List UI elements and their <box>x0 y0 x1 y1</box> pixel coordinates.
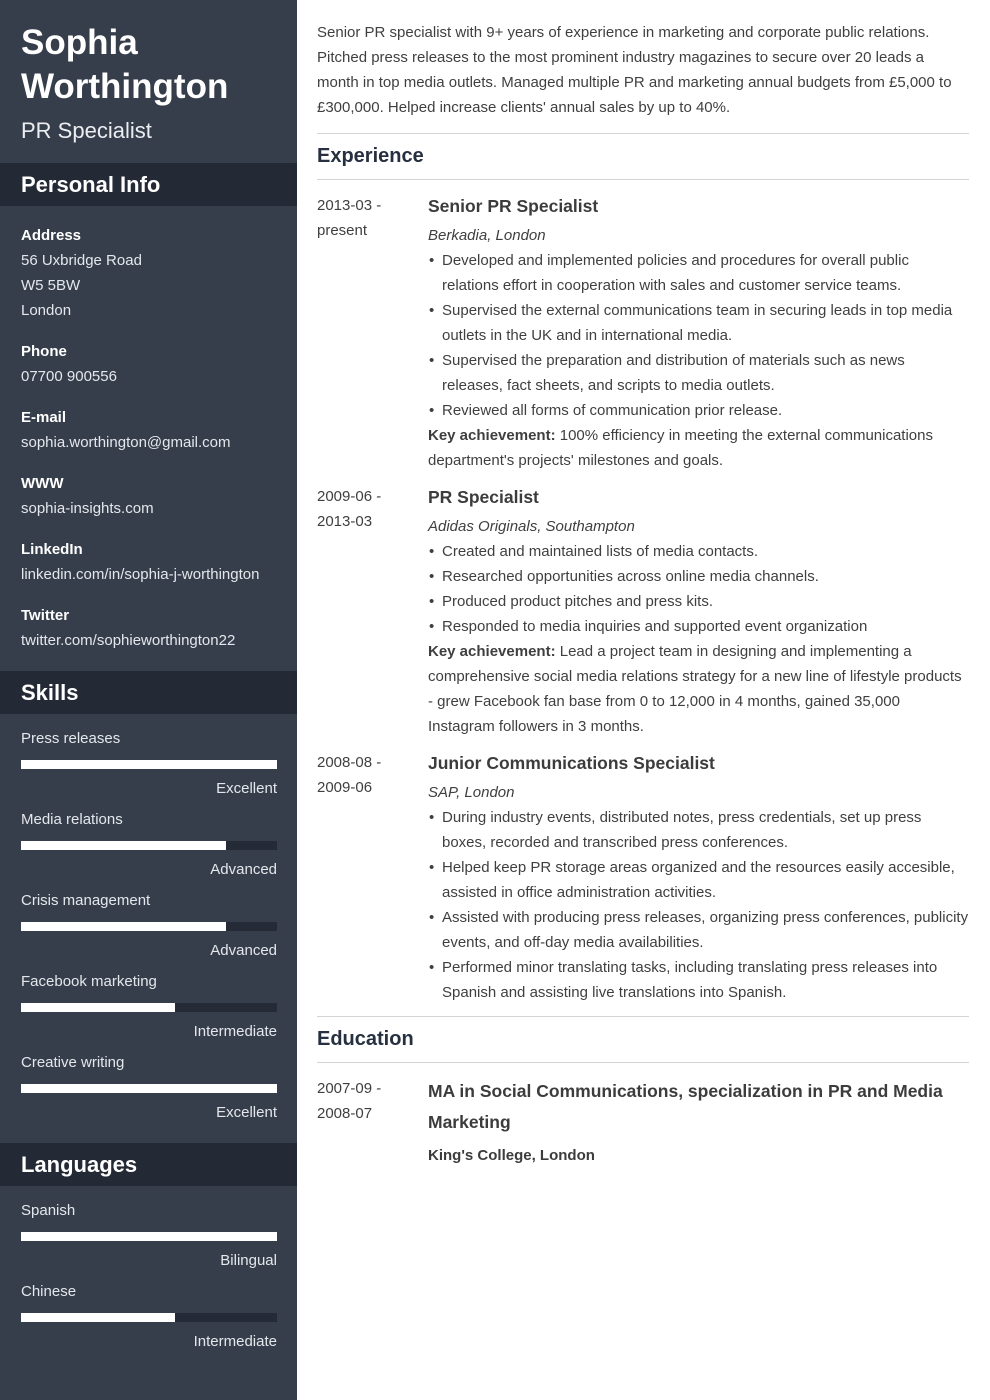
job-date-line: 2009-06 - <box>317 488 382 505</box>
meter-track <box>21 760 277 769</box>
languages-list <box>0 1186 297 1354</box>
personal-info-fields <box>0 206 297 653</box>
meter-fill <box>21 1084 277 1093</box>
job-date-line: 2013-03 - <box>317 197 382 214</box>
job-dates <box>317 750 428 1005</box>
meter-track <box>21 1232 277 1241</box>
meter-level: Intermediate <box>193 1333 277 1350</box>
meter-level: Excellent <box>216 1104 277 1121</box>
field-value: sophia-insights.com <box>21 500 154 517</box>
education-heading-label: Education <box>317 1028 414 1050</box>
field-value: sophia.worthington@gmail.com <box>21 434 231 451</box>
job-bullet: • Supervised the external communications team in securing leads in top media outlets in the UK and in international media. <box>428 298 969 348</box>
job-company: Berkadia, London <box>428 227 546 244</box>
job-body <box>428 193 969 473</box>
meter-track <box>21 841 277 850</box>
personal-info-field <box>21 223 277 323</box>
meter-level: Bilingual <box>220 1252 277 1269</box>
job-title: Senior PR Specialist <box>428 196 599 216</box>
job-bullet: • Produced product pitches and press kits. <box>428 589 969 614</box>
job-bullet: • Created and maintained lists of media contacts. <box>428 539 969 564</box>
job-dates <box>317 193 428 473</box>
experience-entry <box>317 484 969 739</box>
personal-info-field <box>21 537 277 587</box>
job-bullet: • During industry events, distributed notes, press credentials, set up press boxes, recorded and transcribed press conferences. <box>428 805 969 855</box>
education-date-line: 2008-07 <box>317 1105 373 1122</box>
meter-fill <box>21 760 277 769</box>
candidate-name: Sophia Worthington <box>21 23 229 106</box>
meter-level: Excellent <box>216 780 277 797</box>
meter-fill <box>21 922 226 931</box>
profile-summary: Senior PR specialist with 9+ years of experience in marketing and corporate public relations. Pitched press releases to the most prominent industry magazines to secure over 20 leads a month in top media outlets. Managed multiple PR and marketing annual budgets from £5,000 to £300,000. Helped increase clients' annual sales by up to 40%. <box>317 24 952 116</box>
job-date-line: present <box>317 222 368 239</box>
job-bullet: • Assisted with producing press releases, organizing press conferences, publicity events, and off-day media availabilities. <box>428 905 969 955</box>
resume-sidebar <box>0 0 297 1400</box>
job-bullet: • Responded to media inquiries and supported event organization <box>428 614 969 639</box>
skills-list <box>0 714 297 1125</box>
education-section-heading <box>317 1016 969 1063</box>
skills-heading: Skills <box>0 671 297 714</box>
job-company: Adidas Originals, Southampton <box>428 518 635 535</box>
field-label: WWW <box>21 475 64 492</box>
field-label: Twitter <box>21 607 70 624</box>
meter-item <box>21 1050 277 1125</box>
field-label: Phone <box>21 343 67 360</box>
education-dates <box>317 1076 428 1168</box>
education-entry <box>317 1076 969 1168</box>
job-dates <box>317 484 428 739</box>
field-value: linkedin.com/in/sophia-j-worthington <box>21 566 260 583</box>
job-date-line: 2008-08 - <box>317 754 382 771</box>
job-bullet: • Reviewed all forms of communication prior release. <box>428 398 969 423</box>
field-label: Address <box>21 227 82 244</box>
experience-section-heading <box>317 133 969 180</box>
education-school: King's College, London <box>428 1147 595 1164</box>
meter-item <box>21 888 277 963</box>
field-label: LinkedIn <box>21 541 83 558</box>
personal-info-field <box>21 471 277 521</box>
languages-heading: Languages <box>0 1143 297 1186</box>
job-body <box>428 484 969 739</box>
job-bullet: • Performed minor translating tasks, including translating press releases into Spanish and assisting live translations into Spanish. <box>428 955 969 1005</box>
education-degree: MA in Social Communications, specialization in PR and Media Marketing <box>428 1081 943 1132</box>
education-date-line: 2007-09 - <box>317 1080 382 1097</box>
job-title: Junior Communications Specialist <box>428 753 715 773</box>
meter-label: Chinese <box>21 1283 77 1300</box>
meter-item <box>21 1198 277 1273</box>
education-entries <box>317 1063 969 1168</box>
meter-label: Spanish <box>21 1202 76 1219</box>
personal-info-field <box>21 339 277 389</box>
meter-item <box>21 726 277 801</box>
meter-label: Creative writing <box>21 1054 125 1071</box>
job-bullets <box>428 805 969 1005</box>
meter-track <box>21 1003 277 1012</box>
meter-fill <box>21 1232 277 1241</box>
job-bullet: • Helped keep PR storage areas organized and the resources easily accesible, assisted in office administration activities. <box>428 855 969 905</box>
field-value: 56 Uxbridge Road <box>21 252 142 269</box>
field-value: London <box>21 302 72 319</box>
personal-info-heading: Personal Info <box>0 163 297 206</box>
experience-entry <box>317 193 969 473</box>
key-achievement-label: Key achievement: <box>428 643 556 660</box>
job-bullets <box>428 539 969 639</box>
job-bullet: • Developed and implemented policies and procedures for overall public relations effort in cooperation with sales and customer service teams. <box>428 248 969 298</box>
meter-label: Facebook marketing <box>21 973 157 990</box>
meter-fill <box>21 1313 175 1322</box>
field-label: E-mail <box>21 409 67 426</box>
job-title: PR Specialist <box>428 487 539 507</box>
job-bullet: • Researched opportunities across online media channels. <box>428 564 969 589</box>
job-date-line: 2009-06 <box>317 779 373 796</box>
field-value: 07700 900556 <box>21 368 117 385</box>
meter-item <box>21 969 277 1044</box>
key-achievement-text: Lead a project team in designing and implementing a comprehensive social media relations strategy for a new line of lifestyle products - grew Facebook fan base from 0 to 12,000 in 4 months, gained 35,000 Instagram followers in 3 months. <box>428 643 962 735</box>
meter-track <box>21 1313 277 1322</box>
education-body <box>428 1076 969 1168</box>
job-bullets <box>428 248 969 423</box>
key-achievement-text: 100% efficiency in meeting the external communications department's projects' milestones and goals. <box>428 427 933 469</box>
field-value: W5 5BW <box>21 277 81 294</box>
meter-level: Advanced <box>210 861 277 878</box>
experience-entries <box>317 180 969 1005</box>
meter-item <box>21 807 277 882</box>
personal-info-field <box>21 405 277 455</box>
meter-item <box>21 1279 277 1354</box>
field-value: twitter.com/sophieworthington22 <box>21 632 236 649</box>
job-bullet: • Supervised the preparation and distribution of materials such as news releases, fact sheets, and scripts to media outlets. <box>428 348 969 398</box>
candidate-job-title: PR Specialist <box>21 118 152 143</box>
personal-info-field <box>21 603 277 653</box>
job-date-line: 2013-03 <box>317 513 373 530</box>
job-key-achievement <box>428 639 969 739</box>
meter-label: Press releases <box>21 730 121 747</box>
job-company: SAP, London <box>428 784 515 801</box>
meter-label: Crisis management <box>21 892 151 909</box>
meter-track <box>21 922 277 931</box>
key-achievement-label: Key achievement: <box>428 427 556 444</box>
meter-level: Advanced <box>210 942 277 959</box>
resume-main <box>297 0 990 1400</box>
meter-label: Media relations <box>21 811 123 828</box>
meter-level: Intermediate <box>193 1023 277 1040</box>
meter-fill <box>21 841 226 850</box>
experience-entry <box>317 750 969 1005</box>
meter-track <box>21 1084 277 1093</box>
meter-fill <box>21 1003 175 1012</box>
experience-heading-label: Experience <box>317 145 424 167</box>
job-key-achievement <box>428 423 969 473</box>
job-body <box>428 750 969 1005</box>
